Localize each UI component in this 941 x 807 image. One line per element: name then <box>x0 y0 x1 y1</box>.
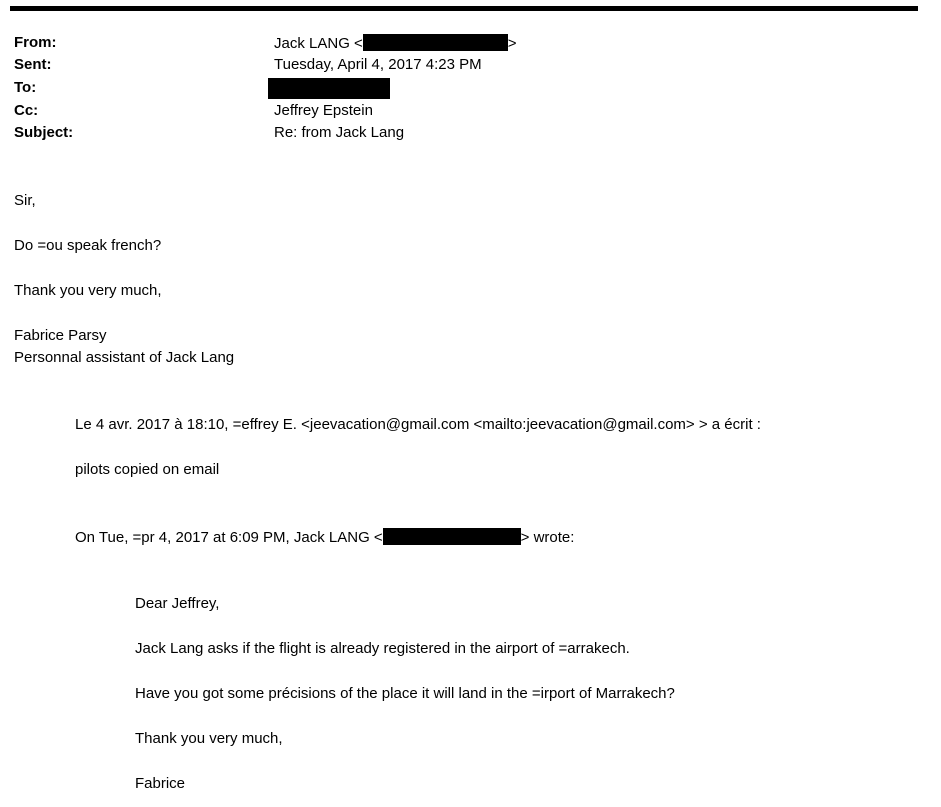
subject-label: Subject: <box>14 124 74 141</box>
from-value <box>274 34 517 53</box>
quote2-attribution <box>75 528 574 547</box>
body-question: Do =ou speak french? <box>14 237 162 254</box>
to-label: To: <box>14 79 37 96</box>
subject-value: Re: from Jack Lang <box>274 124 405 141</box>
quote2-line2: Have you got some précisions of the place it will land in the =irport of Marrakech? <box>135 685 675 702</box>
signature-name: Fabrice Parsy <box>14 327 107 344</box>
cc-value: Jeffrey Epstein <box>274 102 373 119</box>
to-value <box>268 78 390 101</box>
from-label: From: <box>14 34 57 51</box>
redaction-bar <box>363 34 508 51</box>
body-greeting: Sir, <box>14 192 36 209</box>
redaction-bar <box>268 78 390 99</box>
signature-title: Personnal assistant of Jack Lang <box>14 349 235 366</box>
quote2-greeting: Dear Jeffrey, <box>135 595 220 612</box>
redaction-bar <box>383 528 521 545</box>
from-name: Jack LANG < <box>274 35 363 52</box>
from-close: > <box>507 35 517 52</box>
quote1-text: pilots copied on email <box>75 461 220 478</box>
quote1-attribution: Le 4 avr. 2017 à 18:10, =effrey E. <jeevacation@gmail.com <mailto:jeevacation@gmail.com> > a écrit : <box>75 416 761 433</box>
cc-label: Cc: <box>14 102 39 119</box>
quote2-thanks: Thank you very much, <box>135 730 283 747</box>
sent-value: Tuesday, April 4, 2017 4:23 PM <box>274 56 482 73</box>
quote2-attribution-end: > wrote: <box>520 529 575 546</box>
quote2-attribution-start: On Tue, =pr 4, 2017 at 6:09 PM, Jack LANG < <box>75 529 383 546</box>
quote2-line1: Jack Lang asks if the flight is already registered in the airport of =arrakech. <box>135 640 630 657</box>
body-thanks: Thank you very much, <box>14 282 162 299</box>
sent-label: Sent: <box>14 56 52 73</box>
quote2-signoff: Fabrice <box>135 775 186 792</box>
header-top-rule <box>10 6 918 11</box>
